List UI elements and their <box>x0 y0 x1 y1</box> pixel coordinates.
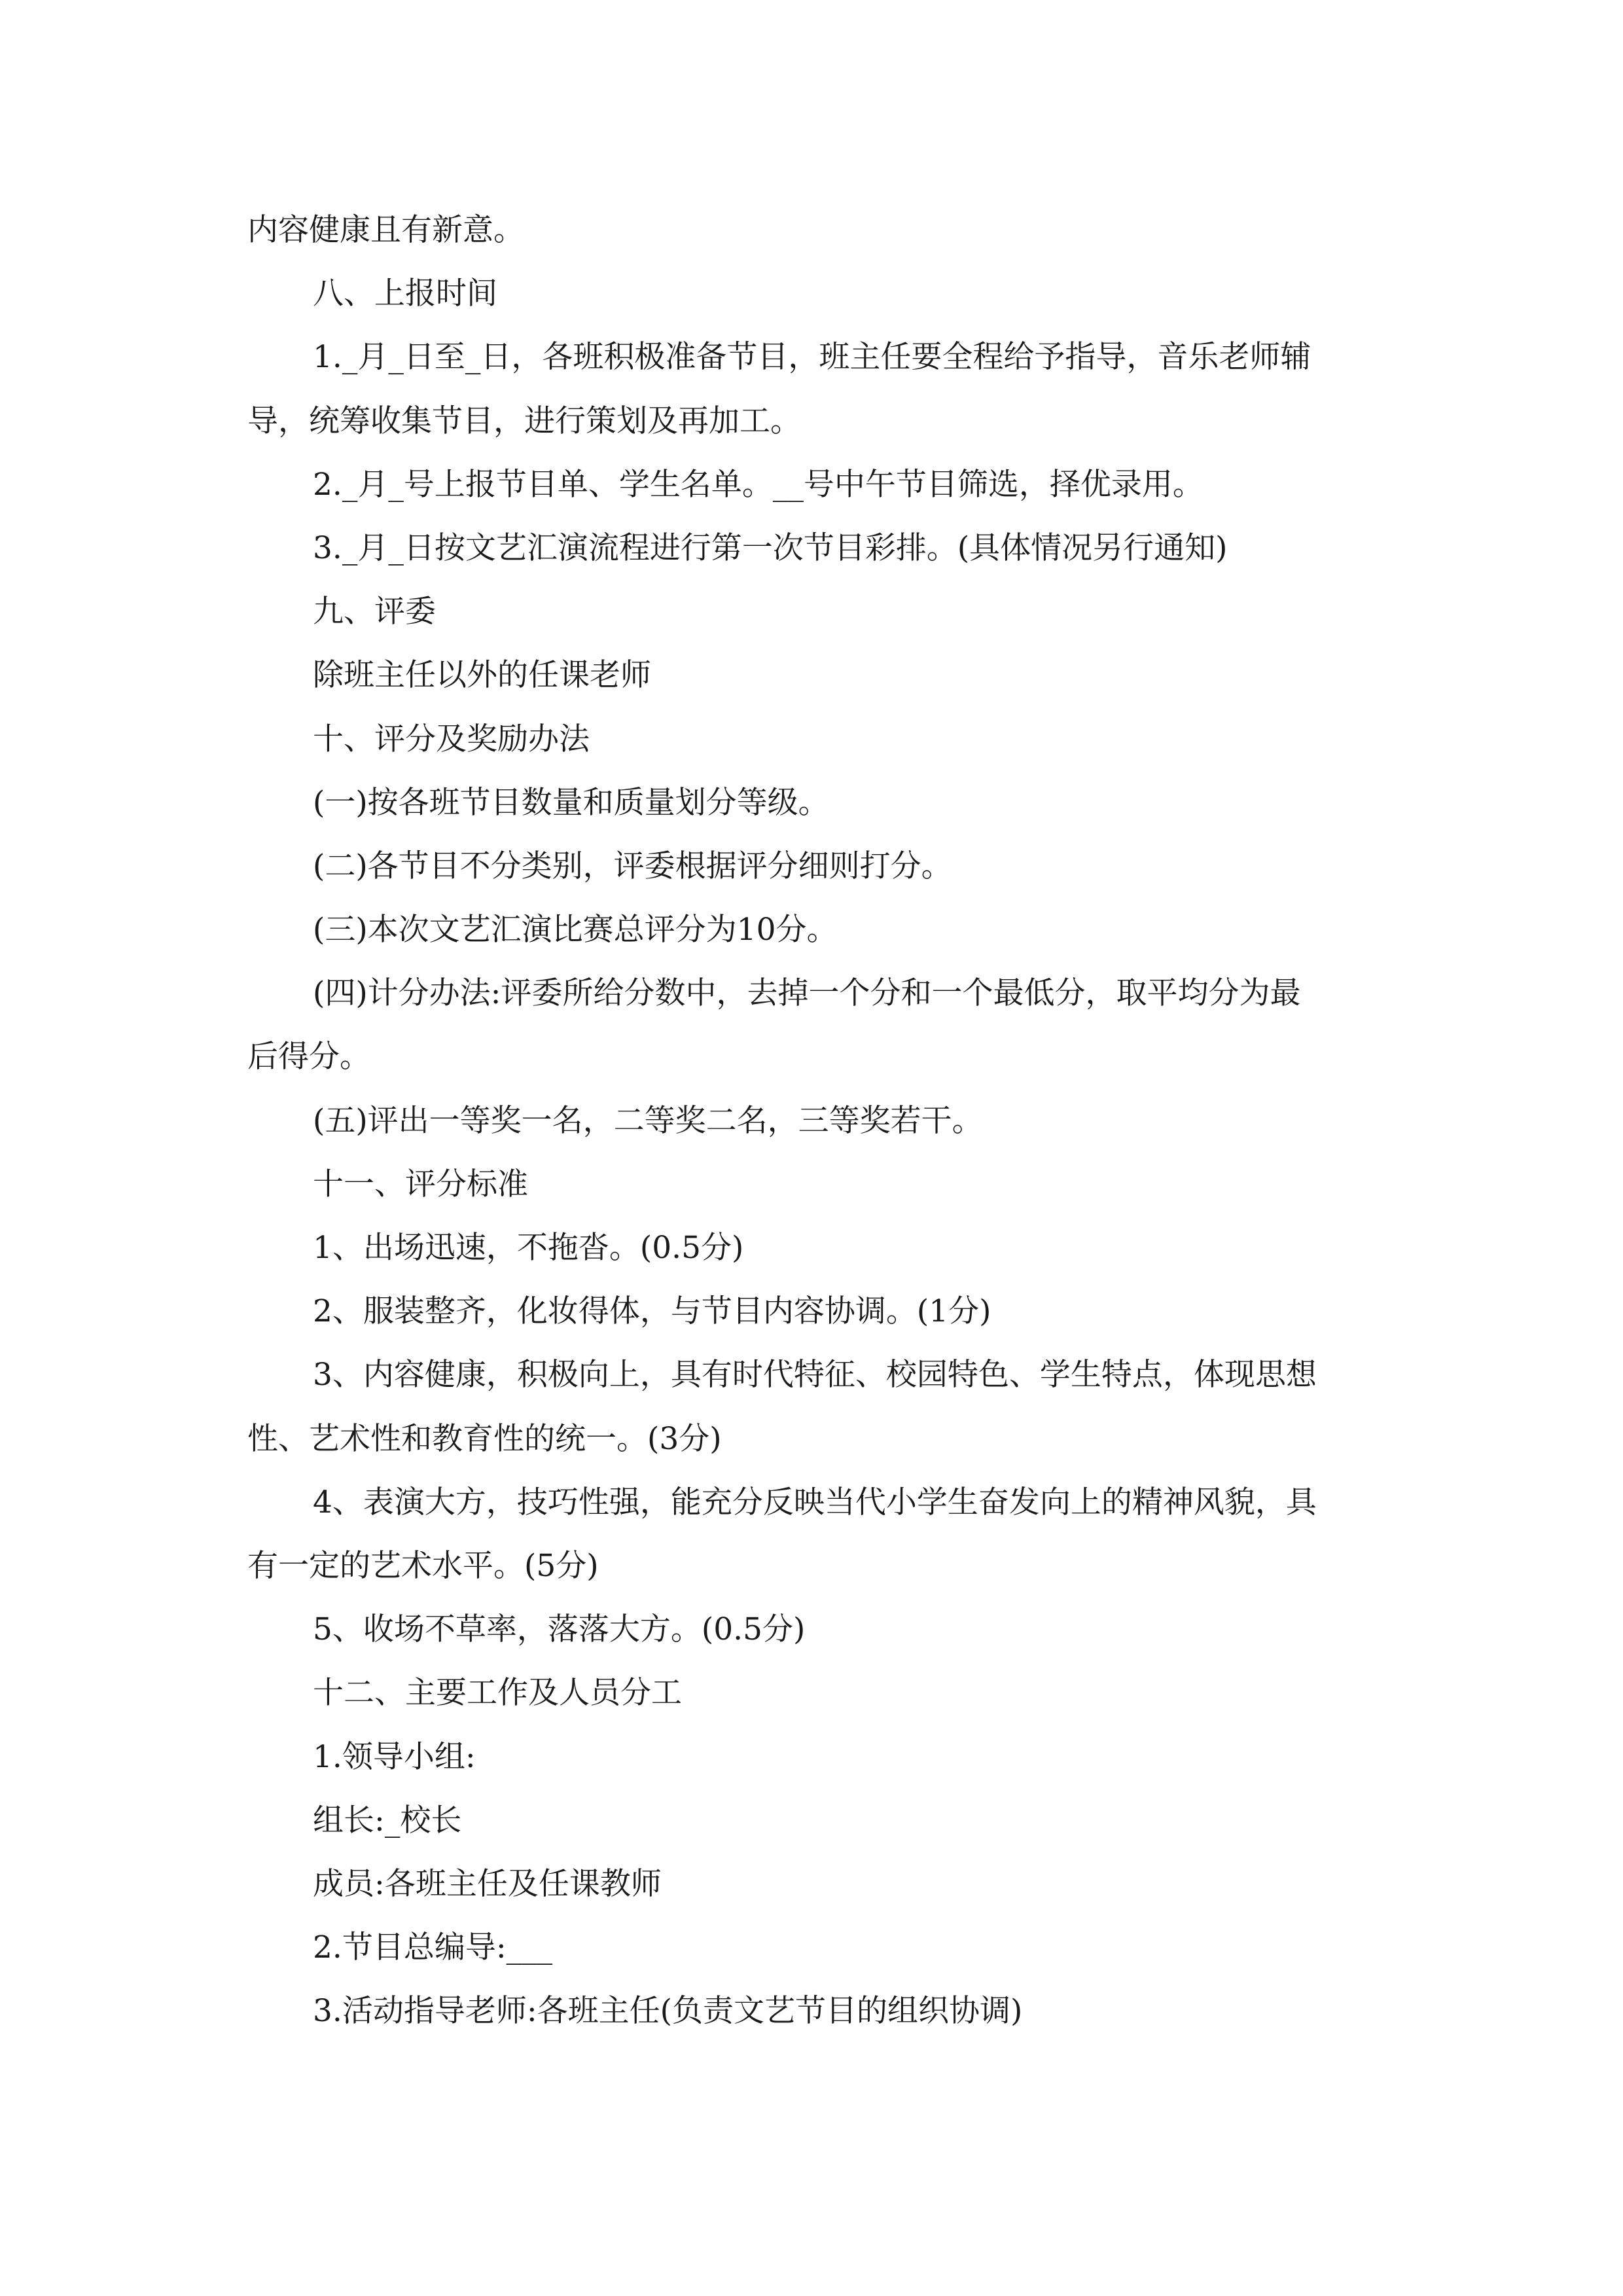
text-line: 除班主任以外的任课老师 <box>313 657 651 694</box>
text-line: 内容健康且有新意。 <box>247 212 524 248</box>
section-heading: 十一、评分标准 <box>313 1166 528 1202</box>
text-line: 有一定的艺术水平。(5分) <box>247 1547 599 1584</box>
text-line: (四)计分办法:评委所给分数中，去掉一个分和一个最低分，取平均分为最 <box>313 975 1301 1012</box>
text-line: 4、表演大方，技巧性强，能充分反映当代小学生奋发向上的精神风貌，具 <box>313 1484 1317 1520</box>
section-heading: 九、评委 <box>313 594 436 630</box>
text-line: 2.节目总编导:___ <box>313 1929 553 1966</box>
section-heading: 十、评分及奖励办法 <box>313 721 590 757</box>
text-line: (三)本次文艺汇演比赛总评分为10分。 <box>313 912 838 948</box>
text-line: 成员:各班主任及任课教师 <box>313 1865 662 1902</box>
text-line: 组长:_校长 <box>313 1802 462 1839</box>
text-line: 3、内容健康，积极向上，具有时代特征、校园特色、学生特点，体现思想 <box>313 1357 1317 1393</box>
text-line: 导，统筹收集节目，进行策划及再加工。 <box>247 403 801 439</box>
text-line: (五)评出一等奖一名，二等奖二名，三等奖若干。 <box>313 1102 983 1139</box>
text-line: 5、收场不草率，落落大方。(0.5分) <box>313 1611 806 1648</box>
text-line: 1._月_日至_日，各班积极准备节目，班主任要全程给予指导，音乐老师辅 <box>313 339 1311 376</box>
section-heading: 八、上报时间 <box>313 276 497 312</box>
text-line: (二)各节目不分类别，评委根据评分细则打分。 <box>313 848 952 884</box>
text-line: 1.领导小组: <box>313 1738 476 1775</box>
text-line: 3.活动指导老师:各班主任(负责文艺节目的组织协调) <box>313 1993 1023 2030</box>
section-heading: 十二、主要工作及人员分工 <box>313 1675 682 1712</box>
text-line: 后得分。 <box>247 1039 370 1075</box>
text-line: 3._月_日按文艺汇演流程进行第一次节目彩排。(具体情况另行通知) <box>313 529 1228 566</box>
text-line: (一)按各班节目数量和质量划分等级。 <box>313 784 829 821</box>
text-line: 1、出场迅速，不拖沓。(0.5分) <box>313 1230 744 1266</box>
text-line: 2._月_号上报节目单、学生名单。__号中午节目筛选，择优录用。 <box>313 466 1204 503</box>
text-line: 性、艺术性和教育性的统一。(3分) <box>247 1420 722 1457</box>
document-body <box>247 198 1380 2043</box>
text-line: 2、服装整齐，化妆得体，与节目内容协调。(1分) <box>313 1293 991 1330</box>
